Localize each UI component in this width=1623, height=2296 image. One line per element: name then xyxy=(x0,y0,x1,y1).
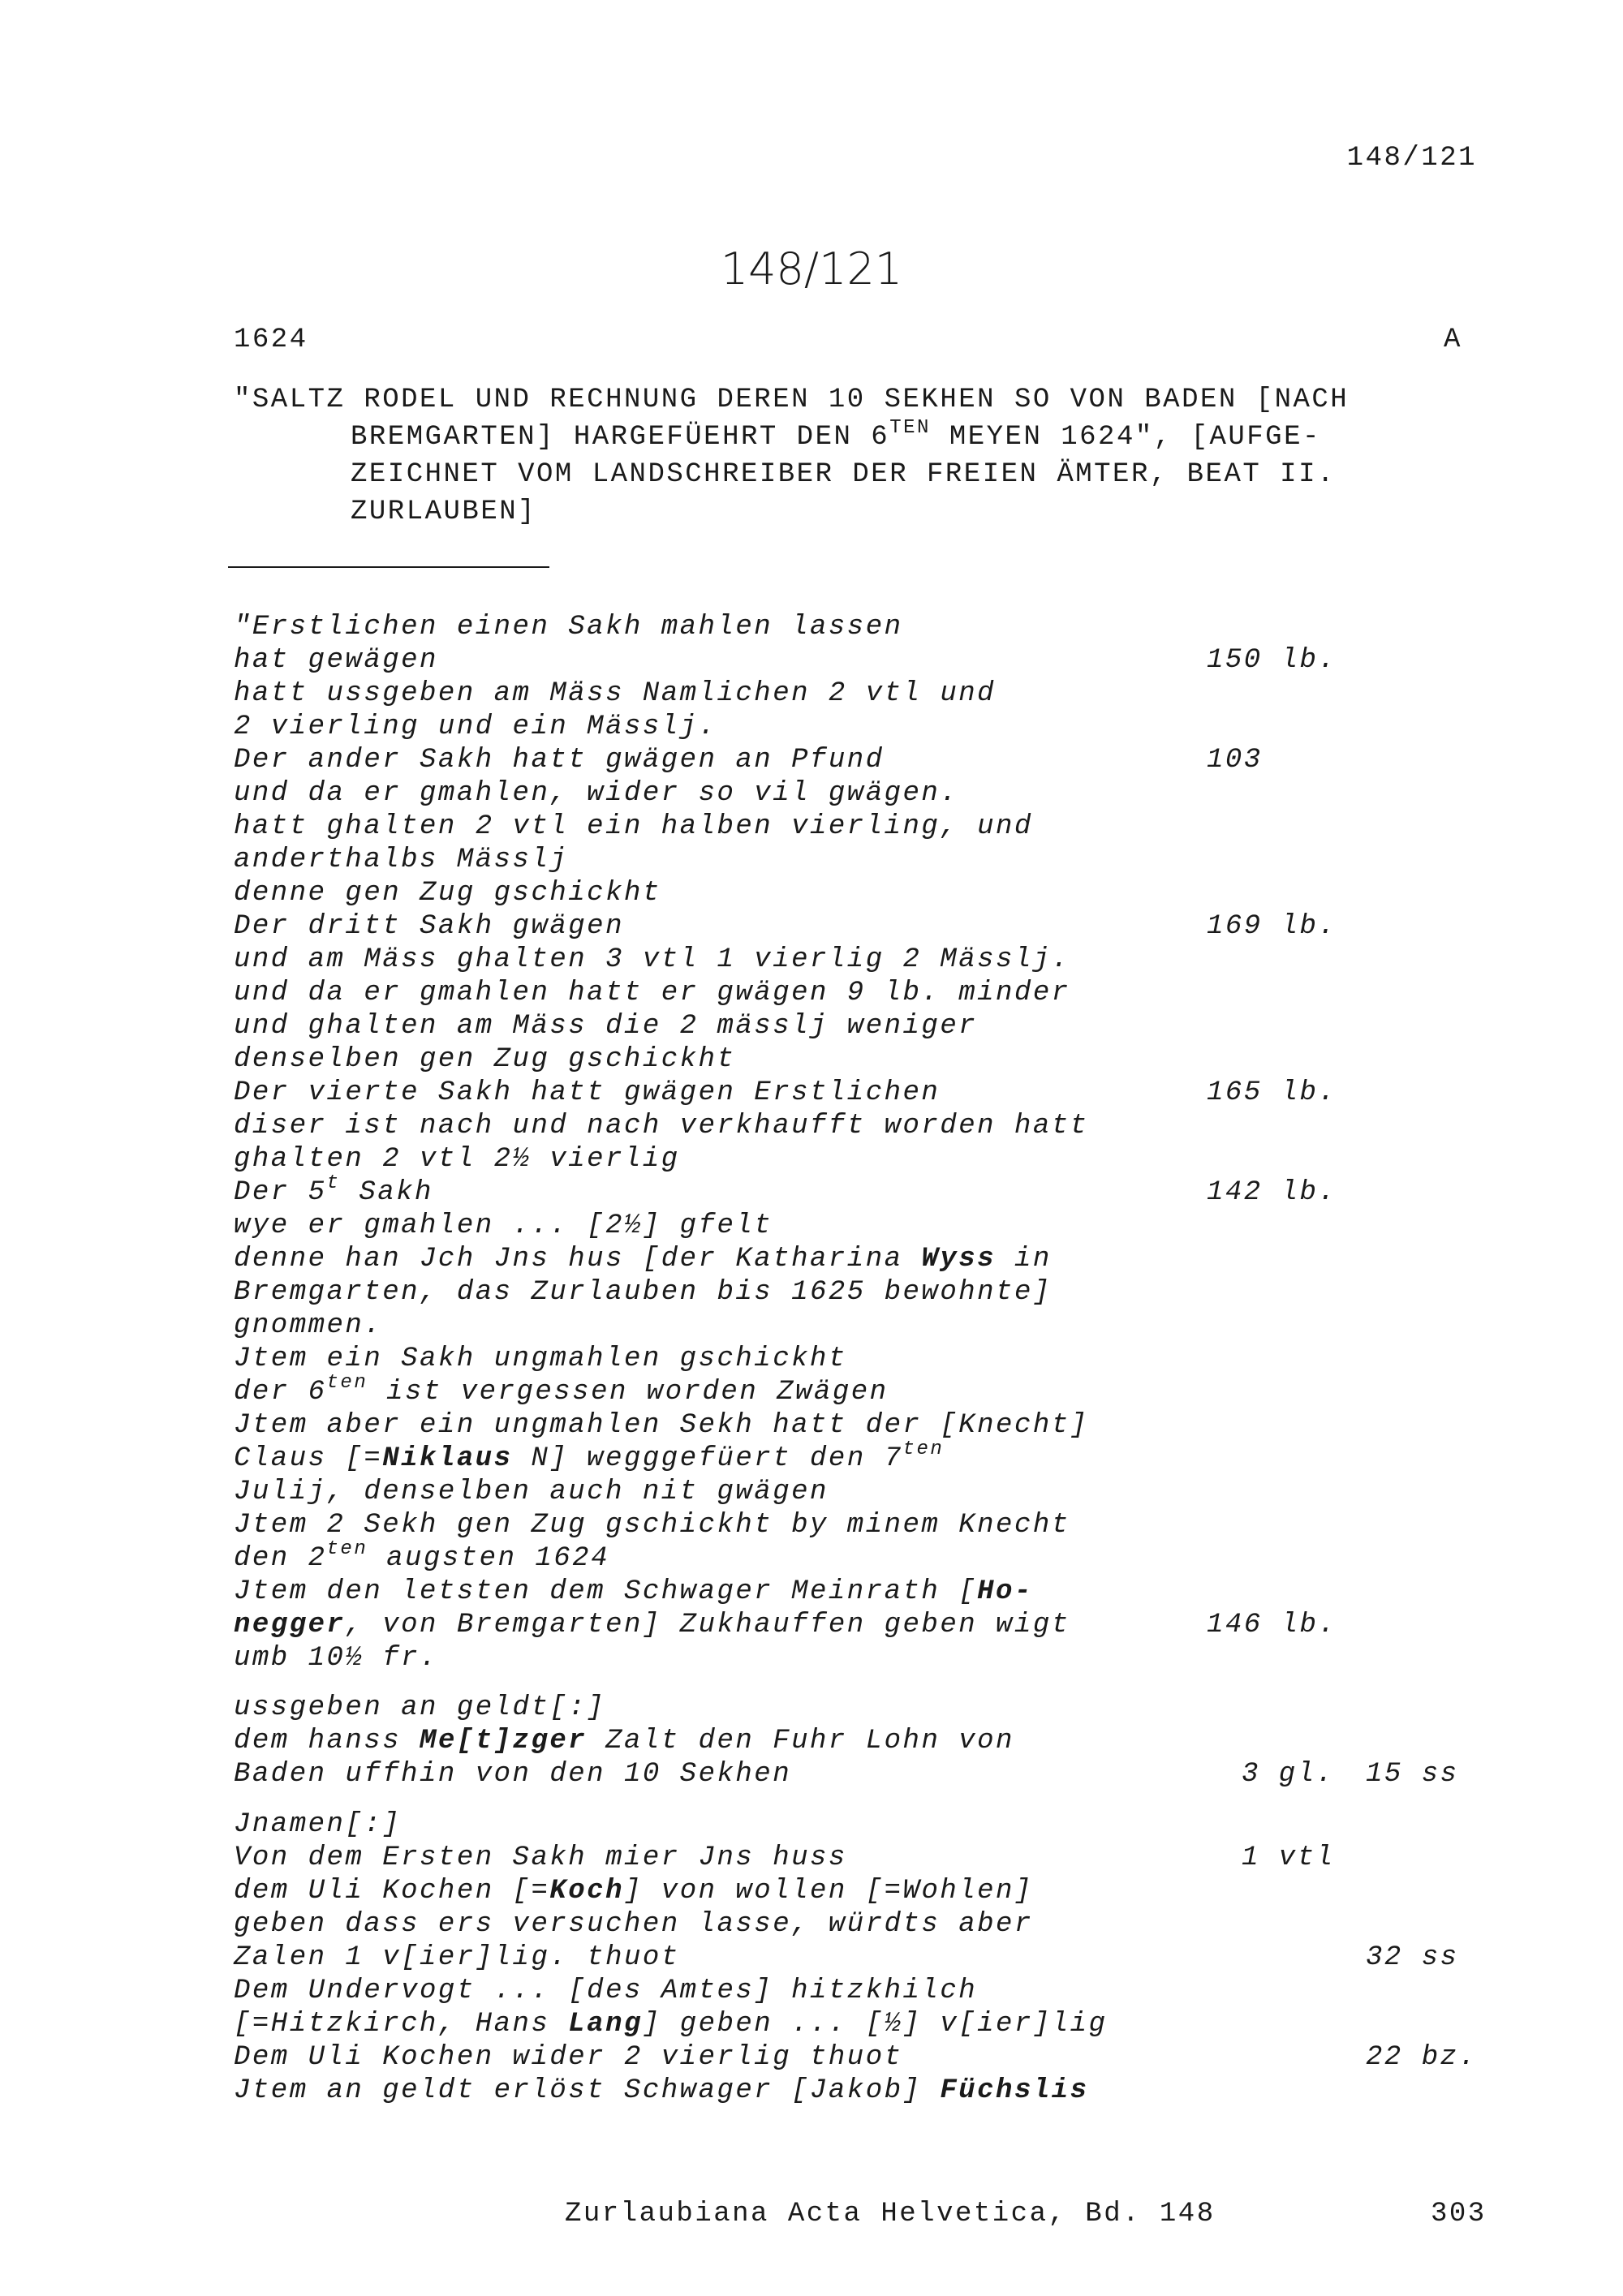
heading-line: ZURLAUBEN] xyxy=(351,497,537,527)
text-line: 2 vierling und ein Mässlj. xyxy=(234,712,717,742)
text-line: hatt ghalten 2 vtl ein halben vierling, und xyxy=(234,811,1033,842)
amount-value: 103 xyxy=(1207,745,1263,776)
text-line: ussgeben an geldt[:] xyxy=(234,1692,606,1723)
text-line: und ghalten am Mäss die 2 mässlj weniger xyxy=(234,1011,978,1042)
text-line: Jtem 2 Sekh gen Zug gschickht by minem Knecht xyxy=(234,1510,1070,1541)
footer-page-number: 303 xyxy=(1431,2199,1487,2229)
amount-value: 15 ss xyxy=(1366,1759,1459,1790)
amount-value: 142 lb. xyxy=(1207,1177,1337,1208)
name-highlight: Niklaus xyxy=(382,1443,513,1474)
text-line: und da er gmahlen, wider so vil gwägen. xyxy=(234,778,959,809)
text-line: Der ander Sakh hatt gwägen an Pfund xyxy=(234,745,885,776)
text-line: Der vierte Sakh hatt gwägen Erstlichen xyxy=(234,1077,941,1108)
text-line: und am Mäss ghalten 3 vtl 1 vierlig 2 Mässlj. xyxy=(234,944,1070,975)
text-line: Von dem Ersten Sakh mier Jns huss xyxy=(234,1842,847,1873)
text-line: hatt ussgeben am Mäss Namlichen 2 vtl und xyxy=(234,678,997,709)
text-line: umb 10½ fr. xyxy=(234,1643,438,1674)
text-line: Der dritt Sakh gwägen xyxy=(234,911,624,942)
text-line: dem Uli Kochen [=Koch] von wollen [=Wohlen] xyxy=(234,1876,1033,1907)
text-line: [=Hitzkirch, Hans Lang] geben ... [½] v[ier]lig xyxy=(234,2009,1108,2040)
text-line: negger, von Bremgarten] Zukhauffen geben wigt xyxy=(234,1610,1070,1640)
amount-value: 3 gl. xyxy=(1242,1759,1335,1790)
text-line: Bremgarten, das Zurlauben bis 1625 bewohnte] xyxy=(234,1277,1052,1308)
text-line: Jtem ein Sakh ungmahlen gschickht xyxy=(234,1344,847,1374)
text-line: "Erstlichen einen Sakh mahlen lassen xyxy=(234,612,903,643)
text-line: denselben gen Zug gschickht xyxy=(234,1044,736,1075)
name-highlight: Lang xyxy=(568,2009,643,2040)
page-header-number: 148/121 xyxy=(1346,143,1477,174)
text-line: Claus [=Niklaus N] wegggefüert den $7^{ten}$ xyxy=(234,1438,945,1474)
text-line: Jtem den letsten dem Schwager Meinrath [Ho- xyxy=(234,1576,1033,1607)
document-letter: A xyxy=(1444,325,1462,355)
text-line: denne gen Zug gschickht xyxy=(234,878,661,909)
text-line: denne han Jch Jns hus [der Katharina Wyss in xyxy=(234,1244,1052,1275)
text-line: anderthalbs Mässlj xyxy=(234,845,569,875)
text-line: Jnamen[:] xyxy=(234,1809,402,1840)
text-line: gnommen. xyxy=(234,1310,383,1341)
amount-value: 146 lb. xyxy=(1207,1610,1337,1640)
name-highlight: Me[t]zger xyxy=(420,1726,588,1756)
text-line: Jtem aber ein ungmahlen Sekh hatt der [Knecht] xyxy=(234,1410,1089,1441)
text-line: Dem Uli Kochen wider 2 vierlig thuot xyxy=(234,2042,903,2073)
heading-line: "SALTZ RODEL UND RECHNUNG DEREN 10 SEKHEN SO VON BADEN [NACH xyxy=(234,385,1350,415)
text-line: Der 5$^t$ Sakh xyxy=(234,1172,433,1208)
name-highlight: Ho- xyxy=(977,1576,1033,1607)
amount-value: 150 lb. xyxy=(1207,645,1337,676)
text-line: wye er gmahlen ... [2½] gfelt xyxy=(234,1210,773,1241)
text-line: diser ist nach und nach verkhaufft worden hatt xyxy=(234,1111,1089,1142)
name-highlight: Wyss xyxy=(921,1244,997,1275)
text-line: der $6^{ten}$ ist vergessen worden Zwägen xyxy=(234,1372,889,1408)
amount-value: 22 bz. xyxy=(1366,2042,1478,2073)
text-line: ghalten 2 vtl 2½ vierlig xyxy=(234,1144,680,1175)
name-highlight: Füchslis xyxy=(940,2075,1089,2106)
amount-value: 1 vtl xyxy=(1242,1842,1335,1873)
text-line: geben dass ers versuchen lasse, würdts aber xyxy=(234,1909,1033,1940)
document-year: 1624 xyxy=(234,325,308,355)
heading-line: BREMGARTEN] HARGEFÜEHRT DEN $6^{TEN}$ MEYEN 1624", [AUFGE- xyxy=(351,417,1321,453)
amount-value: 32 ss xyxy=(1366,1942,1459,1973)
heading-line: ZEICHNET VOM LANDSCHREIBER DER FREIEN ÄMTER, BEAT II. xyxy=(351,459,1336,490)
document-title: 148/121 xyxy=(720,243,903,295)
text-line: Julij, denselben auch nit gwägen xyxy=(234,1477,829,1507)
amount-value: 169 lb. xyxy=(1207,911,1337,942)
footer-source: Zurlaubiana Acta Helvetica, Bd. 148 xyxy=(565,2199,1216,2229)
text-line: dem hanss Me[t]zger Zalt den Fuhr Lohn von xyxy=(234,1726,1014,1756)
text-line: den $2^{ten}$ augsten 1624 xyxy=(234,1538,609,1574)
text-line: Dem Undervogt ... [des Amtes] hitzkhilch xyxy=(234,1976,978,2006)
amount-value: 165 lb. xyxy=(1207,1077,1337,1108)
text-line: hat gewägen xyxy=(234,645,438,676)
text-line: Zalen 1 v[ier]lig. thuot xyxy=(234,1942,680,1973)
text-line: Jtem an geldt erlöst Schwager [Jakob] Füchslis xyxy=(234,2075,1089,2106)
text-line: Baden uffhin von den 10 Sekhen xyxy=(234,1759,792,1790)
separator-rule xyxy=(228,566,549,568)
text-line: und da er gmahlen hatt er gwägen 9 lb. minder xyxy=(234,978,1070,1008)
name-highlight: negger xyxy=(234,1610,346,1640)
name-highlight: Koch xyxy=(549,1876,624,1907)
